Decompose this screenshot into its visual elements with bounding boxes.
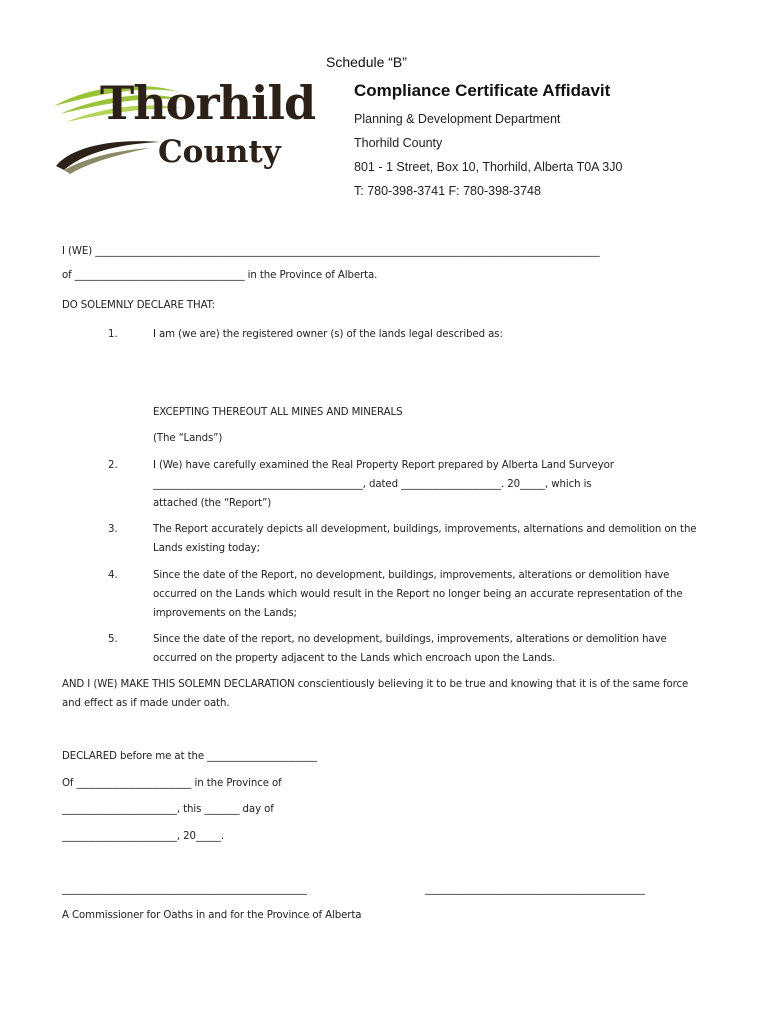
thorhild-county-logo <box>50 76 340 186</box>
item-2-line: I (We) have carefully examined the Real Property Report prepared by Alberta Land Surveyor <box>153 460 614 471</box>
item-2-fill-line[interactable]: __________________________________________, dated ____________________. 20_____, which is <box>153 479 592 490</box>
item-number: 3. <box>108 524 118 535</box>
declared-before-line[interactable]: DECLARED before me at the ______________________ <box>62 751 318 762</box>
county-name: Thorhild County <box>354 136 443 150</box>
item-4-line: occurred on the Lands which would result in the Report no longer being an accurate representation of the <box>153 589 683 600</box>
item-2-line: attached (the “Report”) <box>153 498 272 509</box>
item-number: 5. <box>108 634 118 645</box>
item-3-line: The Report accurately depicts all development, buildings, improvements, alternations and demolition on the <box>153 524 697 535</box>
item-3-line: Lands existing today; <box>153 543 260 554</box>
item-number: 2. <box>108 460 118 471</box>
solemn-declaration-line: AND I (WE) MAKE THIS SOLEMN DECLARATION conscientiously believing it to be true and knowing that it is of the same force <box>62 679 689 690</box>
we-name-line[interactable]: I (WE) _____________________________________________________________________________________________________ <box>62 246 600 257</box>
schedule-label: Schedule “B” <box>326 54 407 70</box>
commissioner-signature-line[interactable]: _________________________________________________ <box>62 884 307 895</box>
of-province-line[interactable]: Of _______________________ in the Province of <box>62 778 282 789</box>
logo-word-thorhild: Thorhild <box>100 76 316 130</box>
item-5-line: occurred on the property adjacent to the Lands which encroach upon the Lands. <box>153 653 556 664</box>
item-number: 1. <box>108 329 118 340</box>
logo-word-county: County <box>158 134 281 170</box>
declarant-signature-line[interactable]: ____________________________________________ <box>425 884 645 895</box>
department-name: Planning & Development Department <box>354 112 561 126</box>
item-1-text: I am (we are) the registered owner (s) of the lands legal described as: <box>153 329 503 340</box>
county-phone-fax: T: 780-398-3741 F: 780-398-3748 <box>354 184 541 198</box>
county-address: 801 - 1 Street, Box 10, Thorhild, Alberta T0A 3J0 <box>354 160 623 174</box>
item-4-line: Since the date of the Report, no development, buildings, improvements, alterations or demolition have <box>153 570 670 581</box>
excepting-minerals: EXCEPTING THEREOUT ALL MINES AND MINERALS <box>153 407 403 418</box>
the-lands-label: (The “Lands”) <box>153 433 223 444</box>
page-title: Compliance Certificate Affidavit <box>354 81 611 100</box>
declare-heading: DO SOLEMNLY DECLARE THAT: <box>62 300 216 311</box>
of-location-line[interactable]: of __________________________________ in the Province of Alberta. <box>62 270 378 281</box>
solemn-declaration-line: and effect as if made under oath. <box>62 698 230 709</box>
item-4-line: improvements on the Lands; <box>153 608 297 619</box>
item-number: 4. <box>108 570 118 581</box>
year-line[interactable]: _______________________, 20_____. <box>62 831 225 842</box>
item-5-line: Since the date of the report, no development, buildings, improvements, alterations or demolition have <box>153 634 667 645</box>
this-day-line[interactable]: _______________________, this _______ day of <box>62 804 274 815</box>
commissioner-caption: A Commissioner for Oaths in and for the Province of Alberta <box>62 910 362 921</box>
